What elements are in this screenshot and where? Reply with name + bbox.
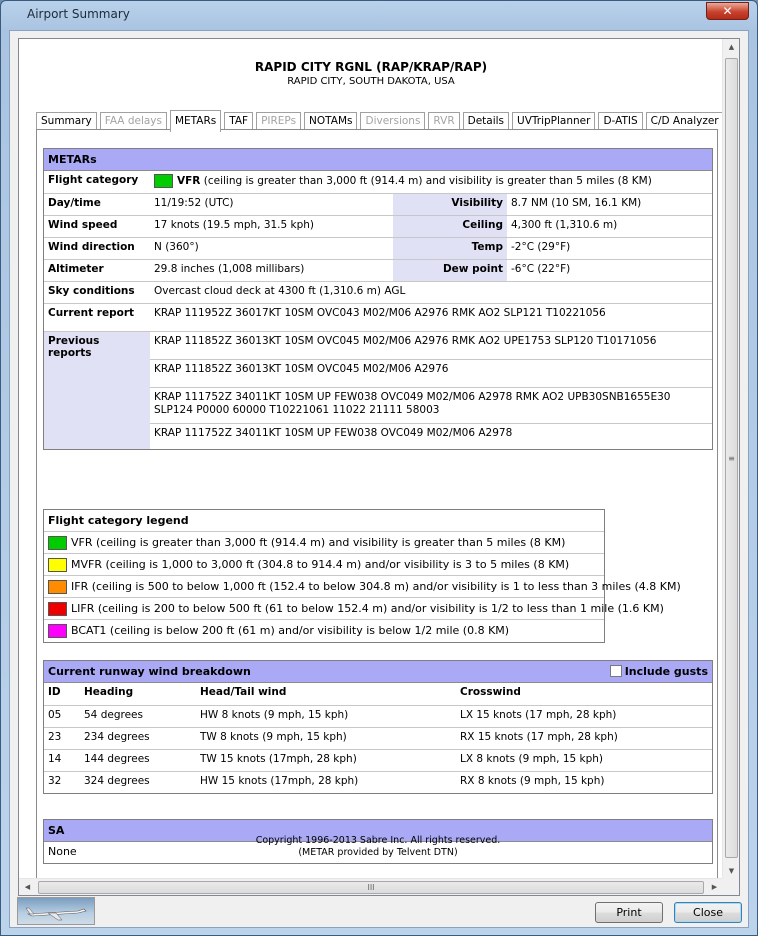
runway-headtail: HW 8 knots (9 mph, 15 kph) [196, 705, 456, 727]
legend-text: LIFR (ceiling is 200 to below 500 ft (61 to below 152.4 m) and/or visibility is 1/2 to less than 1 mile (1.6 KM) [71, 602, 664, 615]
wind-direction-value: N (360°) [150, 237, 393, 259]
copyright [37, 835, 719, 859]
sky-conditions-value: Overcast cloud deck at 4300 ft (1,310.6 m) AGL [150, 281, 712, 303]
wind-speed-label: Wind speed [44, 215, 150, 237]
previous-report: KRAP 111752Z 34011KT 10SM UP FEW038 OVC049 M02/M06 A2978 [154, 426, 513, 439]
runway-heading: 234 degrees [80, 727, 196, 749]
runway-heading: 144 degrees [80, 749, 196, 771]
flight-category-legend [43, 509, 681, 643]
dew-point-label: Dew point [393, 259, 507, 281]
runway-id: 23 [44, 727, 80, 749]
day-time-row [44, 193, 712, 215]
dew-point-value: -6°C (22°F) [507, 259, 712, 281]
runway-id: 14 [44, 749, 80, 771]
visibility-label: Visibility [393, 193, 507, 215]
sa-heading: SA [44, 820, 712, 842]
flight-category-value [150, 171, 712, 193]
vfr-swatch-icon [154, 174, 173, 188]
mvfr-swatch-icon [48, 558, 67, 572]
runway-header-row [44, 683, 712, 705]
previous-report: KRAP 111852Z 36013KT 10SM OVC045 M02/M06 A2976 RMK AO2 UPE1753 SLP120 T10171056 [150, 331, 712, 359]
vfr-swatch-icon [48, 536, 67, 550]
wind-direction-row [44, 237, 712, 259]
copyright-text: Copyright 1996-2013 Sabre Inc. All rights reserved. [255, 835, 501, 846]
sa-value: None [48, 845, 77, 858]
runway-wind-heading [44, 661, 712, 683]
runway-id: 05 [44, 705, 80, 727]
sky-conditions-label: Sky conditions [44, 281, 150, 303]
runway-crosswind: RX 15 knots (17 mph, 28 kph) [456, 727, 712, 749]
airport-name: RAPID CITY RGNL (RAP/KRAP/RAP) [254, 60, 488, 74]
ceiling-label: Ceiling [393, 215, 507, 237]
sky-conditions-row [44, 281, 712, 303]
legend-item [44, 576, 681, 598]
tab-pireps: PIREPs [256, 112, 301, 131]
table-row [44, 749, 712, 771]
day-time-label: Day/time [44, 193, 150, 215]
legend-text: VFR (ceiling is greater than 3,000 ft (914.4 m) and visibility is greater than 5 miles (8 KM) [71, 536, 566, 549]
flight-category-description: (ceiling is greater than 3,000 ft (914.4 m) and visibility is greater than 5 miles (8 KM) [203, 175, 652, 187]
metars-heading: METARs [44, 149, 712, 171]
previous-report-row [44, 331, 712, 359]
legend-text: IFR (ceiling is 500 to below 1,000 ft (152.4 to below 304.8 m) and/or visibility is 1 to less than 3 miles (4.8 KM) [71, 580, 681, 593]
legend-item [44, 554, 604, 576]
tab-diversions: Diversions [360, 112, 425, 131]
table-row [44, 705, 712, 727]
legend-item [44, 620, 604, 642]
dialog-footer [10, 898, 748, 928]
scrollbar-corner [722, 878, 739, 895]
runway-headtail: TW 8 knots (9 mph, 15 kph) [196, 727, 456, 749]
wind-direction-label: Wind direction [44, 237, 150, 259]
altimeter-row [44, 259, 712, 281]
wind-speed-row [44, 215, 712, 237]
runway-crosswind: LX 8 knots (9 mph, 15 kph) [456, 749, 712, 771]
tab-notams[interactable]: NOTAMs [304, 112, 357, 131]
airport-location: RAPID CITY, SOUTH DAKOTA, USA [287, 76, 455, 87]
horizontal-scrollbar[interactable] [19, 878, 723, 895]
tab-taf[interactable]: TAF [224, 112, 253, 131]
column-header: ID [44, 683, 80, 705]
altimeter-label: Altimeter [44, 259, 150, 281]
tab-rvr: RVR [428, 112, 459, 131]
lifr-swatch-icon [48, 602, 67, 616]
airplane-thumbnail-icon [17, 897, 95, 925]
column-header: Crosswind [456, 683, 712, 705]
close-button[interactable]: Close [674, 902, 742, 923]
temp-value: -2°C (29°F) [507, 237, 712, 259]
current-report-label: Current report [44, 303, 150, 331]
runway-crosswind: RX 8 knots (9 mph, 15 kph) [460, 774, 605, 787]
temp-label: Temp [393, 237, 507, 259]
runway-crosswind: LX 15 knots (17 mph, 28 kph) [456, 705, 712, 727]
report-content [19, 39, 723, 880]
runway-heading: 54 degrees [80, 705, 196, 727]
bcat1-swatch-icon [48, 624, 67, 638]
metar-provider: (METAR provided by Telvent DTN) [298, 847, 458, 858]
window-title: Airport Summary [27, 7, 130, 21]
legend-heading: Flight category legend [44, 510, 604, 532]
runway-wind-section [43, 660, 713, 794]
runway-heading: 324 degrees [84, 774, 150, 787]
window-close-icon[interactable]: ✕ [706, 2, 749, 20]
table-row [44, 727, 712, 749]
previous-report: KRAP 111852Z 36013KT 10SM OVC045 M02/M06 A2976 [150, 359, 712, 387]
day-time-value: 11/19:52 (UTC) [150, 193, 393, 215]
title-bar[interactable] [1, 1, 757, 29]
column-header: Head/Tail wind [196, 683, 456, 705]
flight-category-row [44, 171, 712, 193]
tab-strip [36, 110, 723, 130]
dialog-client [9, 30, 749, 928]
legend-item [44, 598, 664, 620]
tab-details[interactable]: Details [463, 112, 509, 131]
current-report-row [44, 303, 712, 331]
legend-text: MVFR (ceiling is 1,000 to 3,000 ft (304.8 to 914.4 m) and/or visibility is 3 to 5 miles (8 KM) [71, 558, 570, 571]
tab-d-atis[interactable]: D-ATIS [598, 112, 642, 131]
runway-headtail: TW 15 knots (17mph, 28 kph) [196, 749, 456, 771]
tab-faa-delays: FAA delays [100, 112, 167, 131]
scroll-down-icon[interactable]: ▼ [728, 867, 735, 875]
scroll-right-icon[interactable]: ▶ [711, 883, 718, 891]
horizontal-scroll-thumb[interactable]: III [38, 881, 704, 894]
runway-wind-title: Current runway wind breakdown [48, 665, 251, 678]
report-frame [18, 38, 740, 896]
print-button[interactable]: Print [595, 902, 663, 923]
tab-metars[interactable]: METARs [170, 110, 221, 132]
table-row [44, 771, 712, 793]
tab-cd-analyzer[interactable]: C/D Analyzer [646, 112, 723, 131]
current-report-value: KRAP 111952Z 36017KT 10SM OVC043 M02/M06 A2976 RMK AO2 SLP121 T10221056 [150, 303, 712, 331]
scroll-left-icon[interactable]: ◀ [24, 883, 31, 891]
visibility-value: 8.7 NM (10 SM, 16.1 KM) [507, 193, 712, 215]
flight-category-label: Flight category [44, 171, 150, 193]
previous-report: KRAP 111752Z 34011KT 10SM UP FEW038 OVC049 M02/M06 A2978 RMK AO2 UPB30SNB1655E30 SLP124 P0000 60000 T10221061 11022 21111 58003 [150, 387, 712, 423]
ifr-swatch-icon [48, 580, 67, 594]
tab-uvtripplanner[interactable]: UVTripPlanner [512, 112, 595, 131]
vertical-scrollbar[interactable] [722, 39, 739, 880]
metars-tab-panel [36, 129, 718, 880]
runway-headtail: HW 15 knots (17mph, 28 kph) [200, 774, 359, 787]
flight-category-code: VFR [177, 175, 201, 187]
scroll-up-icon[interactable]: ▲ [728, 43, 735, 51]
tab-summary[interactable]: Summary [36, 112, 97, 131]
legend-item [44, 532, 604, 554]
include-gusts-checkbox[interactable] [610, 665, 622, 677]
vertical-scroll-thumb[interactable]: ≡ [725, 58, 738, 858]
column-header: Heading [80, 683, 196, 705]
altimeter-value: 29.8 inches (1,008 millibars) [150, 259, 393, 281]
include-gusts-toggle[interactable] [610, 661, 708, 682]
metars-table [44, 171, 712, 449]
runway-wind-table [44, 683, 712, 793]
legend-text: BCAT1 (ceiling is below 200 ft (61 m) and/or visibility is below 1/2 mile (0.8 KM) [71, 624, 510, 637]
metars-section [43, 148, 713, 450]
wind-speed-value: 17 knots (19.5 mph, 31.5 kph) [150, 215, 393, 237]
include-gusts-label[interactable]: Include gusts [624, 665, 708, 678]
ceiling-value: 4,300 ft (1,310.6 m) [507, 215, 712, 237]
previous-reports-label: Previous reports [44, 331, 150, 449]
runway-id: 32 [48, 774, 62, 787]
